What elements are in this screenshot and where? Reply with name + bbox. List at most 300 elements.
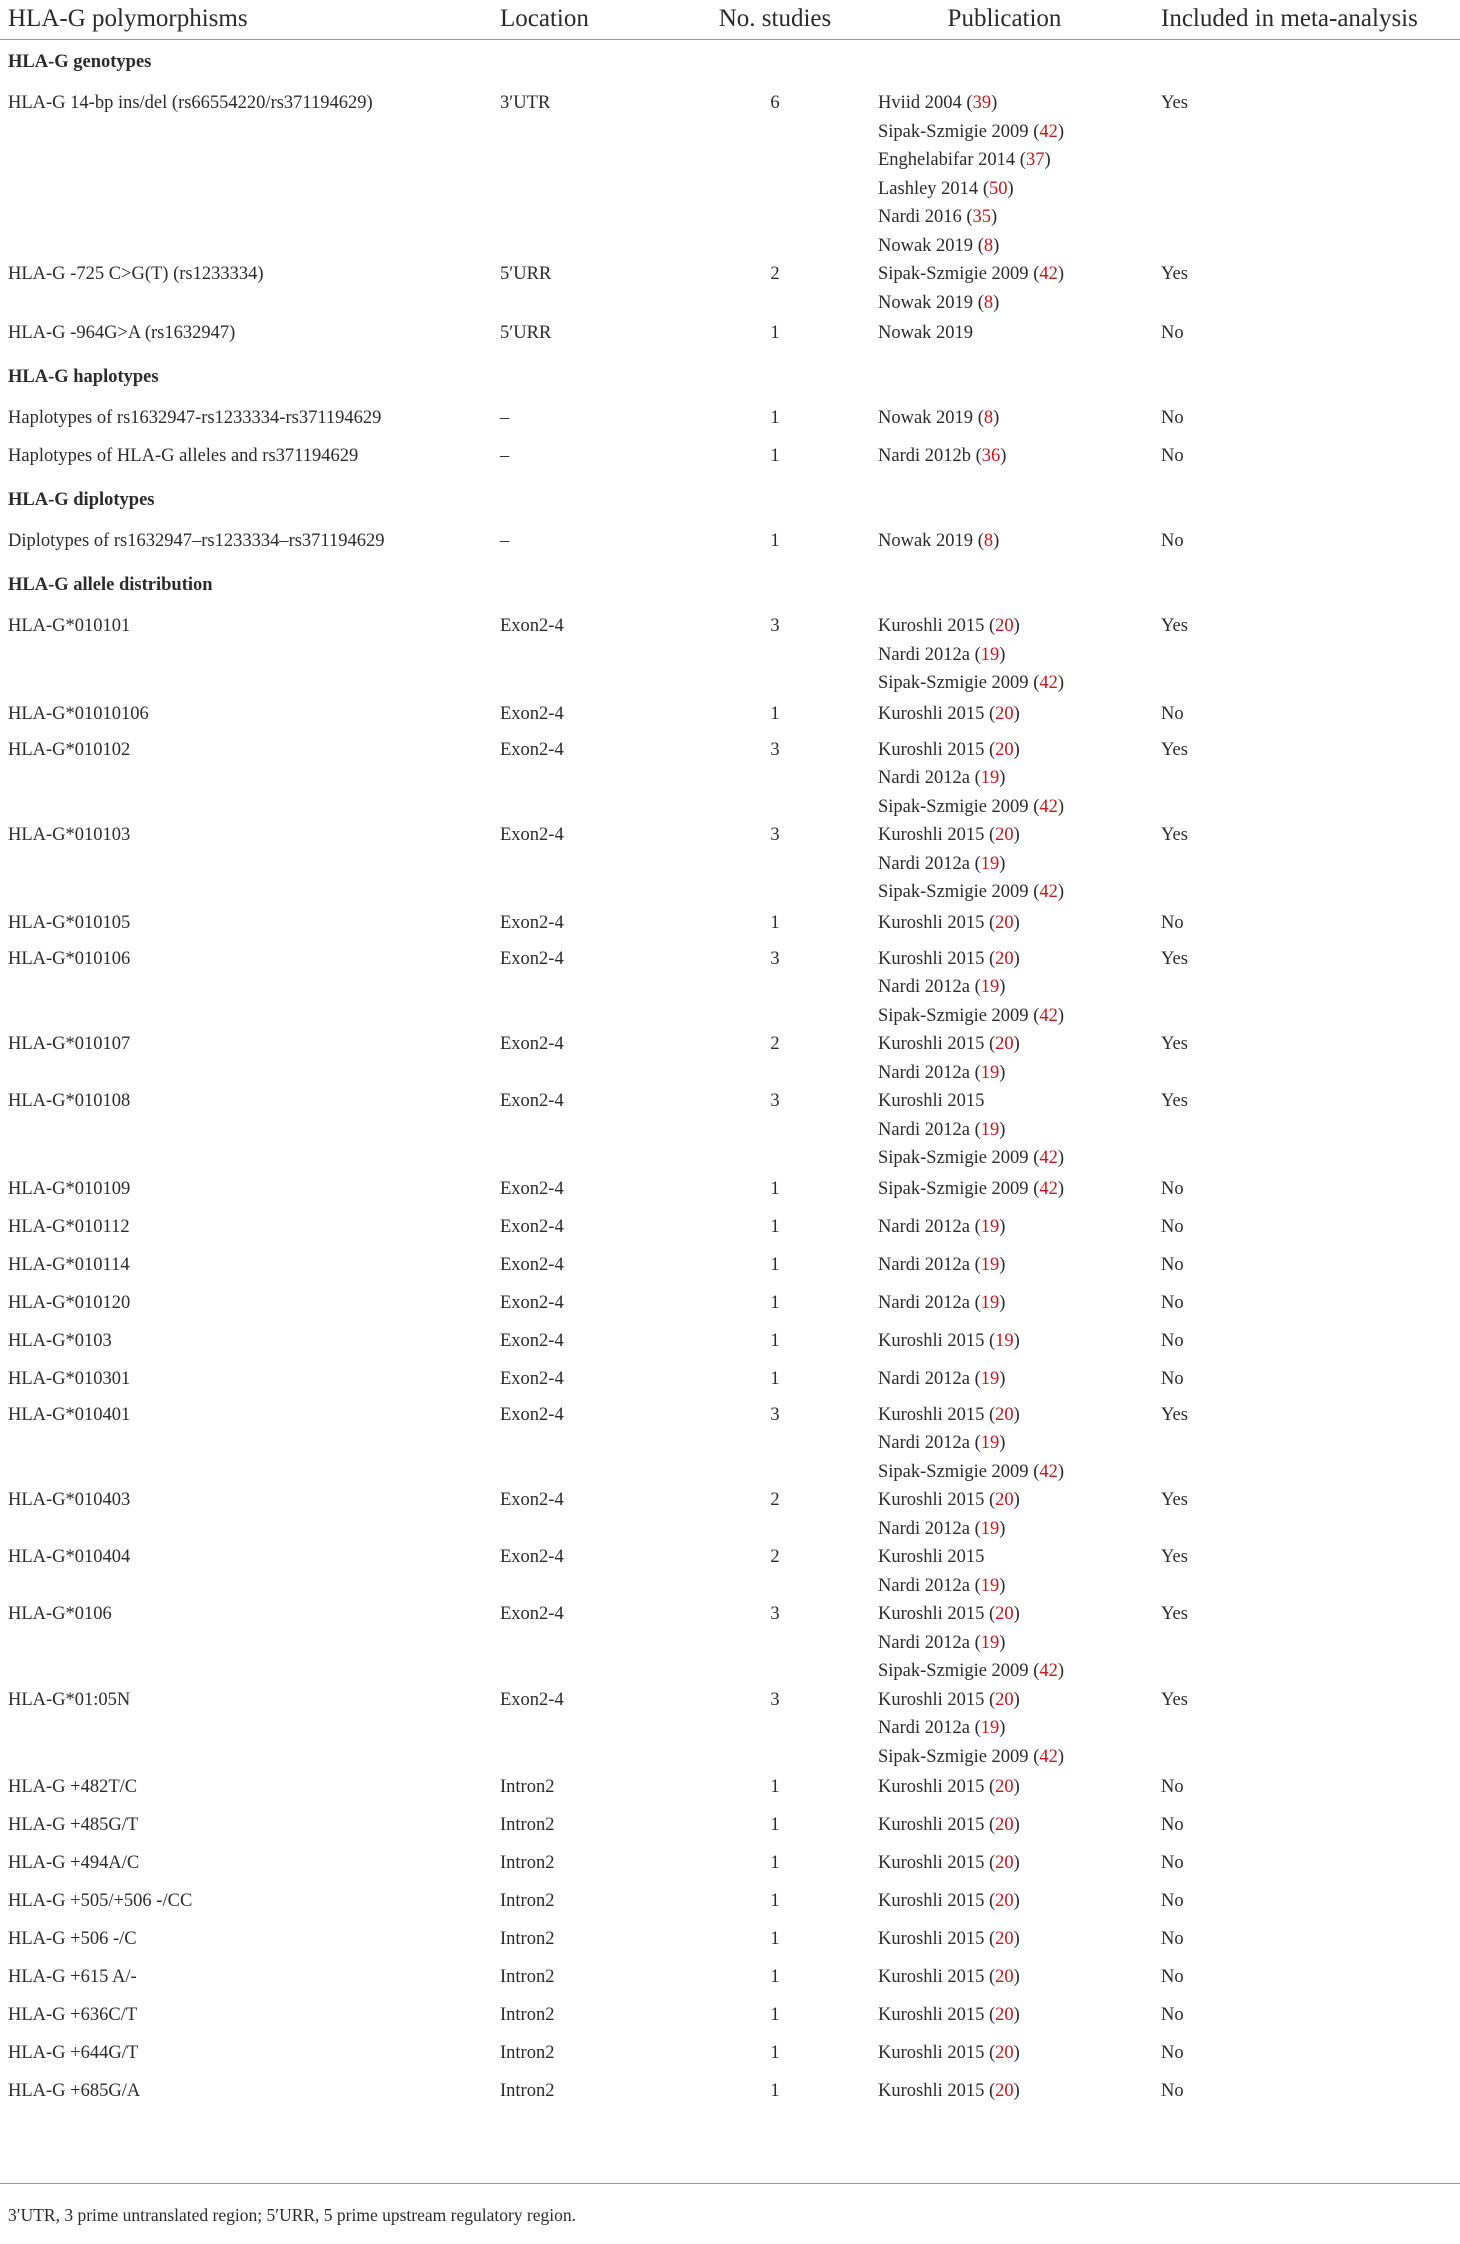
polymorphism-name: HLA-G*010105 [8,912,131,933]
table-row [0,317,1460,355]
publication-citation: Kuroshli 2015 [878,825,985,845]
publication-entry: Nardi 2012a (19) [878,1632,1006,1653]
table-row [0,2037,1460,2075]
location-cell: Exon2-4 [500,1689,564,1710]
reference-link[interactable]: 42 [1039,1746,1058,1767]
included-cell: Yes [1161,1404,1188,1425]
section-row [0,563,1460,600]
publication-citation: Kuroshli 2015 [878,616,985,636]
publication-entry: Kuroshli 2015 (20) [878,948,1020,969]
location-cell: Intron2 [500,1891,555,1911]
polymorphism-name: HLA-G*010109 [8,1178,131,1199]
publication-cell [878,77,1161,260]
included-cell: Yes [1161,739,1188,760]
publication-citation: Nowak 2019 [878,531,974,551]
publication-entry: Nardi 2012a (19) [878,1292,1006,1313]
section-row [0,355,1460,392]
publication-cell [878,1211,1161,1249]
table-row [0,821,1460,907]
reference-link[interactable]: 50 [988,178,1008,199]
table-row [0,1543,1460,1600]
table-row [0,1999,1460,2037]
reference-link[interactable]: 19 [980,977,1000,997]
header-row [0,0,1460,40]
publication-entry: Nardi 2012a (19) [878,1119,1006,1140]
polymorphism-name: HLA-G*010403 [8,1490,131,1510]
publication-entry: Nardi 2012a (19) [878,1368,1006,1389]
publication-entry: Nowak 2019 (8) [878,292,1000,313]
reference-link[interactable]: 20 [995,1777,1014,1797]
location-cell: Exon2-4 [500,1404,564,1425]
publication-cell [878,1999,1161,2037]
table-row [0,1173,1460,1211]
location-cell: Exon2-4 [500,1490,564,1510]
publication-cell [878,1543,1161,1600]
publication-cell [878,1847,1161,1885]
publication-citation: Kuroshli 2015 [878,1929,985,1949]
polymorphism-name: HLA-G*0106 [8,1604,112,1624]
publication-entry: Kuroshli 2015 (20) [878,616,1020,636]
studies-count: 1 [770,446,780,466]
publication-entry: Kuroshli 2015 (20) [878,1853,1020,1873]
reference-link[interactable]: 20 [995,825,1014,845]
publication-citation: Nardi 2012a [878,1292,970,1313]
polymorphism-name: HLA-G*010102 [8,739,131,760]
publication-cell [878,392,1161,440]
publication-citation: Kuroshli 2015 [878,739,985,760]
table-row [0,1923,1460,1961]
reference-link[interactable]: 20 [995,1929,1014,1949]
publication-entry: Nardi 2012a (19) [878,853,1006,874]
publication-citation: Kuroshli 2015 [878,703,985,724]
publication-citation: Nardi 2012a [878,1119,970,1140]
publication-entry: Sipak-Szmigie 2009 (42) [878,1461,1065,1482]
included-cell: No [1161,1853,1184,1873]
table-row [0,440,1460,478]
section-row [0,40,1460,78]
publication-citation: Enghelabifar 2014 [878,150,1016,170]
location-cell: Intron2 [500,1967,555,1987]
location-cell: Intron2 [500,2081,555,2101]
reference-link[interactable]: 20 [995,2043,1014,2063]
reference-link[interactable]: 20 [995,1689,1014,1710]
table-row [0,260,1460,317]
publication-entry: Nardi 2012b (36) [878,446,1007,466]
reference-link[interactable]: 20 [995,1490,1014,1510]
publication-cell [878,821,1161,907]
publication-cell [878,260,1161,317]
included-cell: Yes [1161,1091,1188,1111]
location-cell: – [500,446,510,466]
publication-citation: Kuroshli 2015 [878,2043,985,2063]
reference-link[interactable]: 20 [995,2005,1014,2025]
studies-count: 6 [770,93,780,113]
publication-citation: Kuroshli 2015 [878,1689,985,1710]
included-cell: No [1161,1967,1184,1987]
table-row [0,945,1460,1031]
publication-citation: Nardi 2012a [878,1718,970,1738]
reference-link[interactable]: 19 [980,853,1000,874]
polymorphism-name: HLA-G*010101 [8,616,131,636]
included-cell: Yes [1161,616,1188,636]
reference-link[interactable]: 42 [1039,121,1058,142]
publication-citation: Nardi 2012a [878,1575,970,1596]
publication-entry: Kuroshli 2015 (20) [878,2005,1020,2025]
reference-link[interactable]: 42 [1039,264,1058,284]
reference-link[interactable]: 42 [1039,796,1058,817]
studies-count: 2 [770,264,780,284]
reference-link[interactable]: 19 [980,1216,1000,1237]
publication-citation: Nardi 2012a [878,644,970,665]
publication-cell [878,1885,1161,1923]
table-row [0,907,1460,945]
publication-entry: Sipak-Szmigie 2009 (42) [878,882,1065,902]
publication-entry: Kuroshli 2015 (20) [878,2043,1020,2063]
reference-link[interactable]: 19 [980,1518,1000,1539]
reference-link[interactable]: 37 [1025,150,1045,170]
publication-cell [878,1686,1161,1772]
reference-link[interactable]: 20 [995,912,1014,933]
reference-link[interactable]: 19 [980,644,1000,665]
publication-cell [878,1363,1161,1401]
publication-entry: Nardi 2012a (19) [878,1216,1006,1237]
included-cell: Yes [1161,1034,1188,1054]
publication-citation: Lashley 2014 [878,178,979,199]
polymorphism-name: HLA-G +505/+506 -/CC [8,1891,193,1911]
publication-cell [878,907,1161,945]
reference-link[interactable]: 20 [995,616,1014,636]
publication-citation: Kuroshli 2015 [878,948,985,969]
publication-citation: Nardi 2012a [878,1254,970,1275]
table-row [0,1325,1460,1363]
publication-citation: Nardi 2012b [878,446,971,466]
publication-citation: Sipak-Szmigie 2009 [878,1005,1029,1026]
publication-entry: Nardi 2012a (19) [878,1575,1006,1596]
table-row [0,1401,1460,1487]
publication-cell [878,1486,1161,1543]
section-title: HLA-G allele distribution [8,574,213,595]
included-cell: No [1161,1254,1184,1275]
reference-link[interactable]: 8 [983,292,994,313]
included-cell: No [1161,1815,1184,1835]
polymorphism-name: HLA-G*010103 [8,825,131,845]
publication-entry: Nardi 2012a (19) [878,1518,1006,1539]
publication-entry [878,1543,1161,1572]
publication-entry: Kuroshli 2015 (20) [878,703,1020,724]
publication-citation: Kuroshli 2015 [878,912,985,933]
header-included: Included in meta-analysis [1161,0,1460,40]
polymorphism-name: HLA-G +685G/A [8,2081,141,2101]
reference-link[interactable]: 20 [995,1967,1014,1987]
included-cell: No [1161,408,1184,428]
publication-citation: Kuroshli 2015 [878,1853,985,1873]
header-polymorphisms: HLA-G polymorphisms [0,0,500,40]
polymorphism-name: HLA-G +644G/T [8,2043,139,2063]
polymorphism-name: HLA-G*010120 [8,1292,131,1313]
included-cell: No [1161,1330,1184,1351]
reference-link[interactable]: 42 [1039,1461,1058,1482]
location-cell: 5′URR [500,323,552,343]
publication-citation: Sipak-Szmigie 2009 [878,1461,1029,1482]
publication-cell [878,440,1161,478]
table-row [0,1847,1460,1885]
reference-link[interactable]: 19 [980,1575,1000,1596]
table-body [0,40,1460,2114]
table-row [0,1885,1460,1923]
reference-link[interactable]: 20 [995,1404,1014,1425]
publication-entry: Nardi 2012a (19) [878,644,1006,665]
studies-count: 3 [770,825,780,845]
publication-entry: Kuroshli 2015 (20) [878,912,1020,933]
publication-entry: Kuroshli 2015 (20) [878,1815,1020,1835]
polymorphism-name: HLA-G*010114 [8,1254,130,1275]
polymorphism-name: HLA-G +494A/C [8,1853,140,1873]
reference-link[interactable]: 42 [1039,1661,1058,1681]
publication-cell [878,945,1161,1031]
reference-link[interactable]: 19 [995,1330,1014,1351]
publication-citation: Nardi 2012a [878,1216,970,1237]
location-cell: Exon2-4 [500,1292,564,1313]
polymorphism-name: HLA-G +482T/C [8,1777,138,1797]
table-row [0,1249,1460,1287]
polymorphism-name: HLA-G*010301 [8,1368,131,1389]
polymorphism-name: HLA-G +506 -/C [8,1929,137,1949]
included-cell: Yes [1161,93,1188,113]
publication-cell [878,698,1161,736]
reference-link[interactable]: 20 [995,1815,1014,1835]
publication-cell [878,1401,1161,1487]
publication-entry: Sipak-Szmigie 2009 (42) [878,1178,1065,1199]
reference-link[interactable]: 19 [980,1368,1000,1389]
reference-link[interactable]: 42 [1039,1178,1058,1199]
studies-count: 3 [770,1091,780,1111]
included-cell: Yes [1161,1689,1188,1710]
table-row [0,1686,1460,1772]
reference-link[interactable]: 19 [980,1292,1000,1313]
table-footnote: 3′UTR, 3 prime untranslated region; 5′URR, 5 prime upstream regulatory region. [8,2205,577,2225]
reference-link[interactable]: 20 [995,1891,1014,1911]
reference-link[interactable]: 19 [980,1632,1000,1653]
publication-citation: Kuroshli 2015 [878,1967,985,1987]
polymorphism-name: HLA-G -725 C>G(T) (rs1233334) [8,264,264,284]
included-cell: No [1161,1929,1184,1949]
publication-citation: Kuroshli 2015 [878,1815,985,1835]
location-cell: – [500,531,510,551]
table-header [0,0,1460,40]
included-cell: No [1161,531,1184,551]
publication-entry: Nowak 2019 (8) [878,408,1000,428]
location-cell: Exon2-4 [500,1254,564,1275]
reference-link[interactable]: 19 [980,1119,1000,1140]
reference-link[interactable]: 20 [995,1853,1014,1873]
included-cell: No [1161,2005,1184,2025]
reference-link[interactable]: 20 [995,948,1014,969]
location-cell: Intron2 [500,2043,555,2063]
publication-citation: Kuroshli 2015 [878,2005,985,2025]
reference-link[interactable]: 20 [995,1034,1014,1054]
publication-entry: Nowak 2019 (8) [878,531,1000,551]
polymorphism-name: Haplotypes of rs1632947-rs1233334-rs371194629 [8,408,382,428]
publication-cell [878,515,1161,563]
publication-entry: Hviid 2004 (39) [878,93,998,113]
location-cell: Exon2-4 [500,1547,564,1567]
publication-entry: Lashley 2014 (50) [878,178,1014,199]
table-row [0,1211,1460,1249]
studies-count: 1 [770,323,780,343]
location-cell: Intron2 [500,2005,555,2025]
studies-count: 2 [770,1034,780,1054]
included-cell: No [1161,1891,1184,1911]
studies-count: 1 [770,1292,780,1313]
polymorphism-name: HLA-G*010106 [8,948,131,969]
included-cell: No [1161,1777,1184,1797]
studies-count: 1 [770,1929,780,1949]
polymorphism-name: HLA-G*010107 [8,1034,131,1054]
studies-count: 1 [770,1216,780,1237]
reference-link[interactable]: 42 [1039,882,1058,902]
reference-link[interactable]: 20 [995,703,1014,724]
publication-entry: Kuroshli 2015 (20) [878,1490,1020,1510]
table-row [0,1771,1460,1809]
location-cell: Intron2 [500,1853,555,1873]
reference-link[interactable]: 39 [972,93,992,113]
studies-count: 1 [770,2081,780,2101]
location-cell: Exon2-4 [500,912,564,933]
location-cell: Exon2-4 [500,1034,564,1054]
publication-entry: Nowak 2019 (8) [878,235,1000,256]
studies-count: 1 [770,1853,780,1873]
publication-citation: Kuroshli 2015 [878,1330,985,1351]
location-cell: Exon2-4 [500,948,564,969]
reference-link[interactable]: 19 [980,1254,1000,1275]
reference-link[interactable]: 36 [981,446,1001,466]
header-no-studies: No. studies [678,0,878,40]
included-cell: Yes [1161,1547,1188,1567]
location-cell: Exon2-4 [500,1368,564,1389]
table-row [0,77,1460,260]
table-row [0,2075,1460,2113]
publication-citation: Kuroshli 2015 [878,2081,985,2101]
included-cell: No [1161,1216,1184,1237]
publication-entry: Nardi 2012a (19) [878,977,1006,997]
publication-citation: Nardi 2012a [878,1632,970,1653]
reference-link[interactable]: 35 [972,207,992,227]
publication-entry: Nardi 2012a (19) [878,1062,1006,1083]
polymorphism-name: Haplotypes of HLA-G alleles and rs371194629 [8,446,359,466]
table-row [0,515,1460,563]
reference-link[interactable]: 20 [995,739,1014,760]
polymorphism-name: HLA-G 14-bp ins/del (rs66554220/rs371194629) [8,93,373,113]
table-row [0,1087,1460,1173]
reference-link[interactable]: 8 [983,408,994,428]
publication-entry: Nardi 2012a (19) [878,1718,1006,1738]
reference-link[interactable]: 19 [980,768,1000,788]
publication-entry: Kuroshli 2015 (20) [878,1777,1020,1797]
reference-link[interactable]: 19 [980,1062,1000,1083]
studies-count: 3 [770,1604,780,1624]
publication-citation: Sipak-Szmigie 2009 [878,796,1029,817]
studies-count: 2 [770,1547,780,1567]
studies-count: 1 [770,1330,780,1351]
publication-cell [878,1087,1161,1173]
polymorphism-name: HLA-G +615 A/- [8,1967,137,1987]
section-title: HLA-G genotypes [8,51,152,72]
reference-link[interactable]: 42 [1039,1148,1058,1168]
included-cell: No [1161,1292,1184,1313]
included-cell: No [1161,2081,1184,2101]
publication-entry: Sipak-Szmigie 2009 (42) [878,1661,1065,1681]
publication-cell [878,1173,1161,1211]
publication-citation: Sipak-Szmigie 2009 [878,1746,1029,1767]
studies-count: 1 [770,912,780,933]
publication-entry: Sipak-Szmigie 2009 (42) [878,796,1065,817]
publication-cell [878,736,1161,822]
publication-entry: Kuroshli 2015 (19) [878,1330,1020,1351]
reference-link[interactable]: 20 [995,2081,1014,2101]
location-cell: 3′UTR [500,93,551,113]
reference-link[interactable]: 8 [983,235,994,256]
studies-count: 1 [770,1777,780,1797]
publication-entry: Sipak-Szmigie 2009 (42) [878,121,1065,142]
publication-cell [878,1287,1161,1325]
table-row [0,1961,1460,1999]
publication-citation: Nardi 2012a [878,768,970,788]
included-cell: Yes [1161,948,1188,969]
reference-link[interactable]: 42 [1039,1005,1058,1026]
publication-entry: Kuroshli 2015 (20) [878,1404,1020,1425]
included-cell: No [1161,446,1184,466]
publication-citation: Kuroshli 2015 [878,1547,985,1567]
polymorphism-name: HLA-G*010108 [8,1091,131,1111]
publication-cell [878,317,1161,355]
included-cell: No [1161,323,1184,343]
publication-citation: Nardi 2012a [878,1368,970,1389]
table-row [0,600,1460,698]
location-cell: Intron2 [500,1929,555,1949]
included-cell: No [1161,912,1184,933]
publication-cell [878,1030,1161,1087]
polymorphism-name: HLA-G +485G/T [8,1815,139,1835]
polymorphism-name: HLA-G*010404 [8,1547,131,1567]
publication-entry: Kuroshli 2015 (20) [878,825,1020,845]
reference-link[interactable]: 42 [1039,673,1058,693]
polymorphism-name: HLA-G*01:05N [8,1689,131,1710]
included-cell: No [1161,1178,1184,1199]
publication-entry [878,319,1161,348]
studies-count: 1 [770,1815,780,1835]
publication-citation: Nardi 2016 [878,207,962,227]
studies-count: 1 [770,1254,780,1275]
publication-cell [878,1809,1161,1847]
publication-entry: Kuroshli 2015 (20) [878,739,1020,760]
location-cell: Exon2-4 [500,739,564,760]
publication-cell [878,1600,1161,1686]
location-cell: Exon2-4 [500,1330,564,1351]
reference-link[interactable]: 20 [995,1604,1014,1624]
studies-count: 3 [770,1689,780,1710]
publication-cell [878,1961,1161,1999]
header-publication: Publication [878,0,1161,40]
publication-cell [878,600,1161,698]
header-location: Location [500,0,678,40]
included-cell: No [1161,1368,1184,1389]
studies-count: 1 [770,1967,780,1987]
reference-link[interactable]: 19 [980,1433,1000,1453]
publication-citation: Sipak-Szmigie 2009 [878,882,1029,902]
reference-link[interactable]: 19 [980,1718,1000,1738]
reference-link[interactable]: 8 [983,531,994,551]
studies-count: 1 [770,1891,780,1911]
